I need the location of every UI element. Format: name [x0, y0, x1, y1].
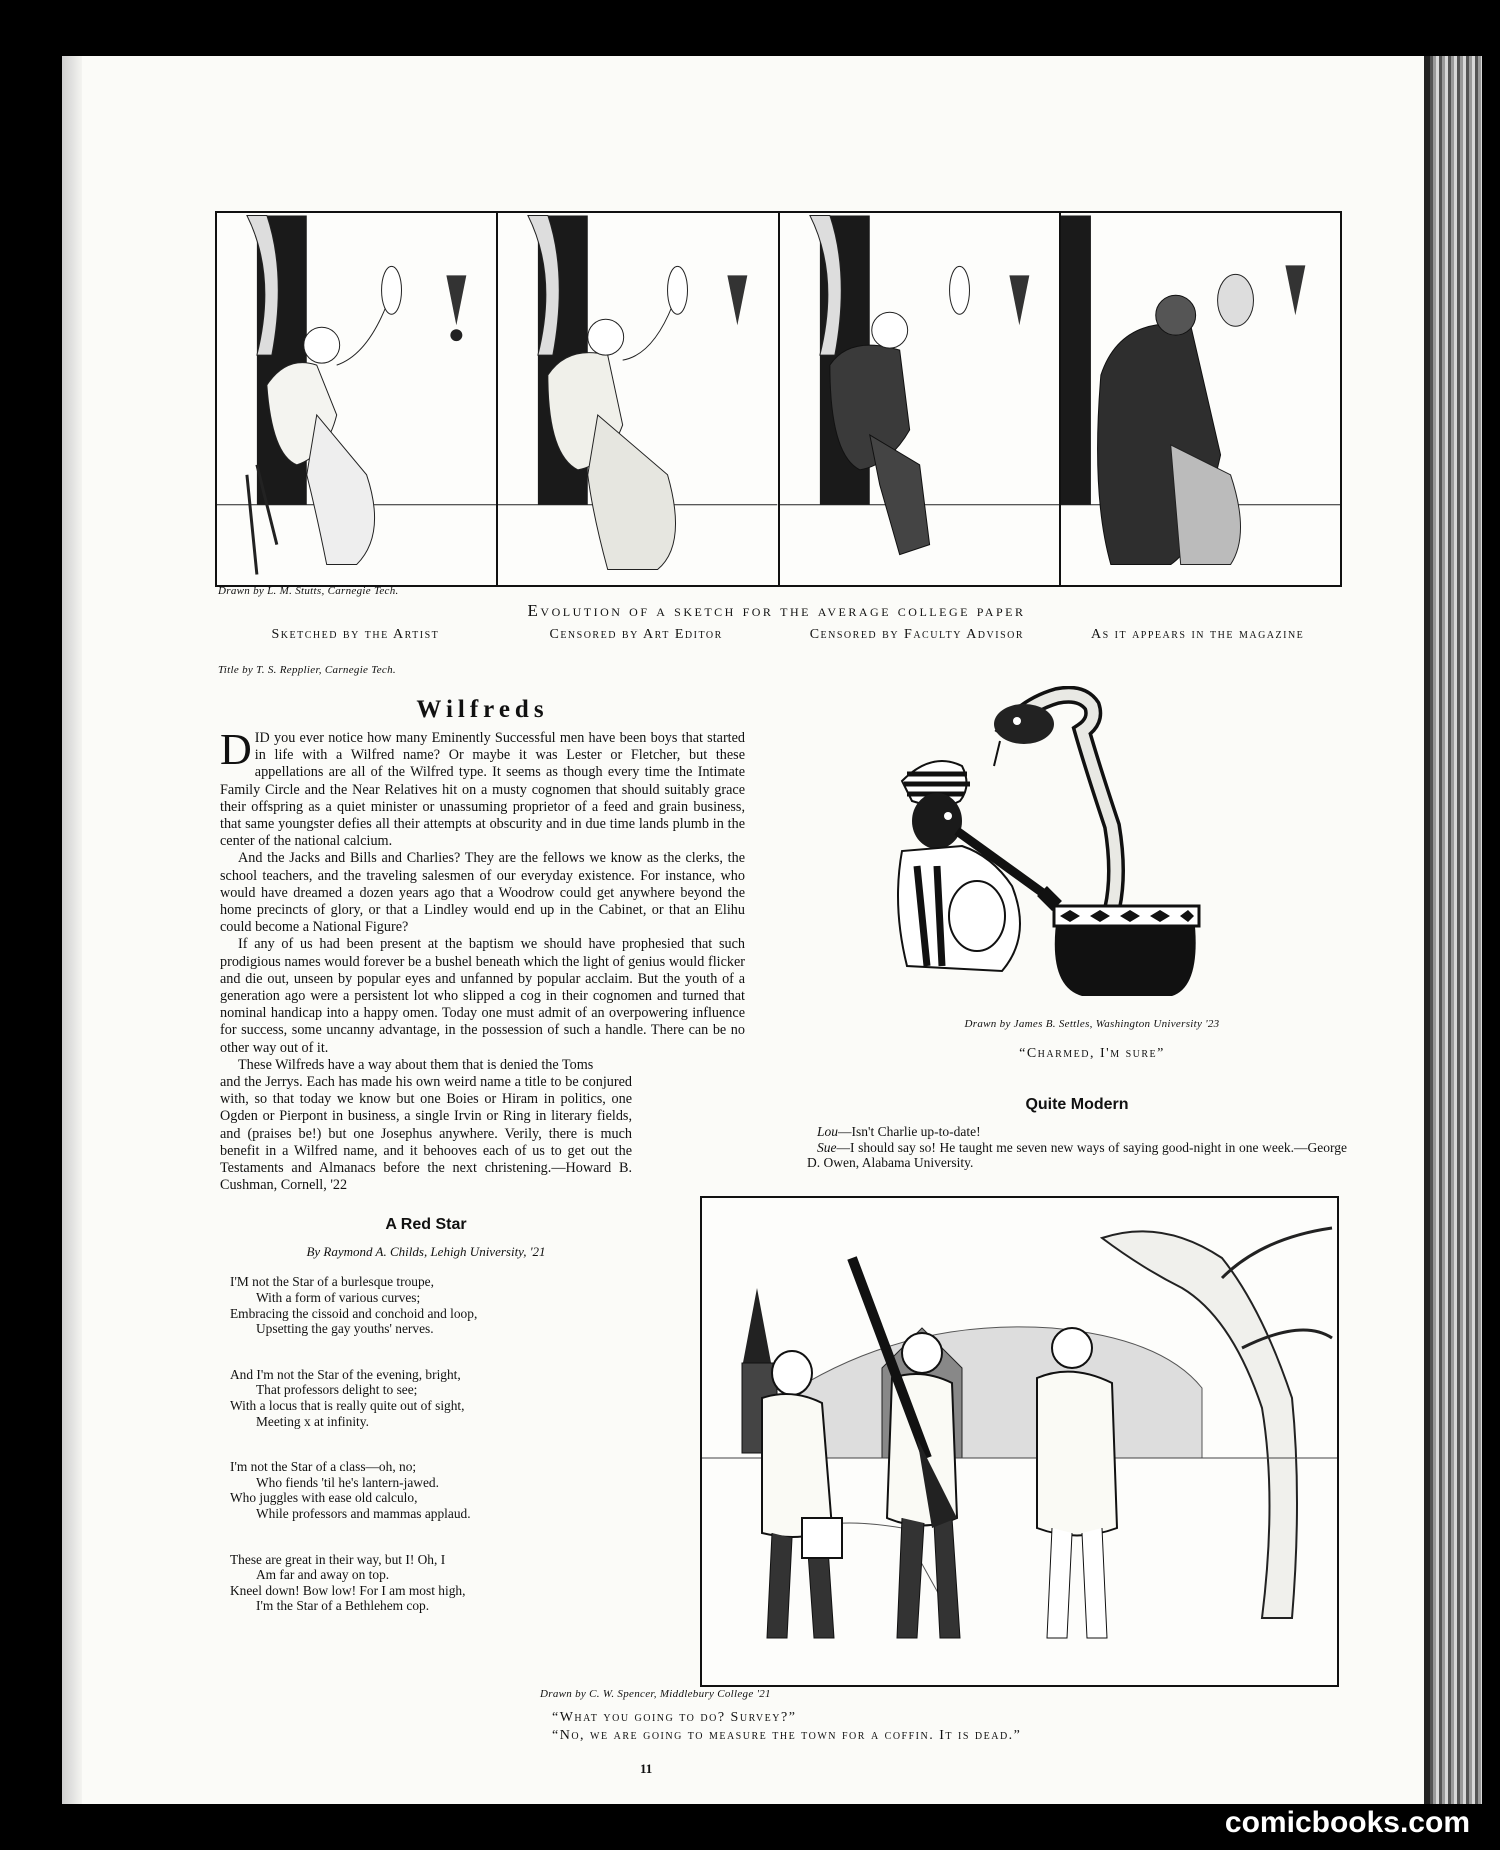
wilfreds-body	[220, 725, 745, 1074]
wilfreds-body-narrow	[220, 1074, 632, 1194]
survey-cartoon-drawing	[702, 1198, 1337, 1685]
snake-caption: “Charmed, I'm sure”	[1019, 1046, 1165, 1061]
strip-panel-captions	[215, 626, 1338, 643]
strip-panel-1	[217, 213, 498, 585]
page-stack-edge	[1430, 56, 1482, 1804]
wilfreds-title: Wilfreds	[416, 696, 549, 723]
poem-body	[220, 1274, 632, 1614]
wilfreds-paragraph-4b: and the Jerrys. Each has made his own weird name a title to be conjured with, so that today we know but one Boies or Hiram in politics, one Ogden or Pierpont in business, a single Irvin or Ring in literary fields, and (praises be!) but one Josephus anywhere. Verily, there is much benefit in a Wilfred name, and it behooves each of us to get out the Testaments and Almanacs before the next christening.—Howard B. Cushman, Cornell, '22	[220, 1074, 632, 1194]
poem-line: Upsetting the gay youths' nerves.	[256, 1321, 434, 1337]
wilfreds-paragraph-1-text: ID you ever notice how many Eminently Successful men have been boys that started in life with a Wilfred name? Or maybe it was Lester or Fletcher, but these appellations are all of the Wilfred type. It seems as though every time the Intimate Family Circle and the Near Relatives hit on a musty cognomen that should suitably grace their offspring as a quiet minister or unassuming proprietor of a feed and grain business, that same youngster defies all their attempts at obscurity and in due time lands plumb in the center of the national calcium.	[220, 730, 745, 850]
poem-line: I'M not the Star of a burlesque troupe,	[230, 1274, 434, 1290]
wilfreds-paragraph-1	[220, 725, 745, 850]
poem-stanza-1	[230, 1274, 632, 1336]
poem-line: With a form of various curves;	[256, 1290, 421, 1306]
panel-3-illustration	[780, 213, 1059, 585]
panel-caption-3: Censored by Faculty Advisor	[809, 627, 1025, 642]
watermark: comicbooks.com	[1224, 1806, 1470, 1839]
survey-cartoon	[700, 1196, 1339, 1687]
strip-panel-3	[780, 213, 1061, 585]
red-star-title: A Red Star	[385, 1216, 467, 1234]
dialog-line-2	[807, 1140, 1347, 1171]
red-star-poem	[220, 1216, 632, 1614]
strip-title: Evolution of a sketch for the average college paper	[527, 601, 1026, 620]
wilfreds-paragraph-4a: These Wilfreds have a way about them that is denied the Toms	[238, 1056, 594, 1073]
strip-panel-2	[498, 213, 779, 585]
page-gutter	[62, 56, 82, 1804]
dialog-text-2: —I should say so! He taught me seven new ways of saying good-night in one week.—George D. Owen, Alabama University.	[807, 1139, 1347, 1170]
panel-1-illustration	[217, 213, 496, 585]
poem-line: I'm the Star of a Bethlehem cop.	[256, 1598, 430, 1614]
poem-line: That professors delight to see;	[256, 1382, 418, 1398]
dialog-text-1: —Isn't Charlie up-to-date!	[838, 1124, 981, 1139]
snake-credit: Drawn by James B. Settles, Washington University '23	[964, 1018, 1220, 1030]
poem-line: Kneel down! Bow low! For I am most high,	[230, 1582, 466, 1598]
drop-cap: D	[220, 725, 252, 774]
poem-line: Embracing the cissoid and conchoid and loop,	[230, 1305, 478, 1321]
poem-stanza-3	[230, 1459, 632, 1521]
cartoon-caption-2: “No, we are going to measure the town for a coffin. It is dead.”	[552, 1728, 1022, 1743]
strip-panel-4	[1061, 213, 1340, 585]
poem-line: Who fiends 'til he's lantern-jawed.	[256, 1474, 439, 1490]
poem-line: Meeting x at infinity.	[256, 1413, 369, 1429]
panel-caption-2: Censored by Art Editor	[549, 627, 723, 642]
quite-modern-title: Quite Modern	[1025, 1096, 1129, 1113]
poem-line: While professors and mammas applaud.	[256, 1506, 471, 1522]
poem-line: And I'm not the Star of the evening, bright,	[230, 1366, 461, 1382]
panel-2-illustration	[498, 213, 777, 585]
strip-title-credit: Title by T. S. Repplier, Carnegie Tech.	[218, 664, 396, 676]
wilfreds-paragraph-3: If any of us had been present at the baptism we should have prophesied that such prodigious names would forever be a bushel beneath which the light of genius would flicker and die out, unseen by popular eyes and unfanned by popular acclaim. But the youth of a generation ago were a persistent lot who slipped a cog in their cognomen and turned that nominal handicap into a happy omen. Today one must admit of an overpowering influence for success, some uncanny advantage, in the possession of such a handle. There can be no other way out of it.	[220, 936, 745, 1056]
wilfreds-paragraph-2: And the Jacks and Bills and Charlies? They are the fellows we know as the clerks, the school teachers, and the traveling salesmen of our everyday existence. For instance, who would have dreamed a dozen years ago that a Woodrow could get anywhere beyond the home precincts of glory, or that a Lindley would end up in the Cabinet, or that an Elihu could become a National Figure?	[220, 850, 745, 936]
quite-modern-joke	[807, 1096, 1347, 1171]
snake-charmer-drawing	[882, 686, 1302, 1011]
page-number: 11	[640, 1761, 653, 1776]
cartoon-credit: Drawn by C. W. Spencer, Middlebury College '21	[540, 1688, 771, 1700]
poem-stanza-2	[230, 1367, 632, 1429]
wilfreds-article	[220, 696, 745, 1633]
red-star-byline: By Raymond A. Childs, Lehigh University, '21	[306, 1244, 546, 1260]
speaker-lou: Lou	[817, 1124, 839, 1139]
poem-line: With a locus that is really quite out of sight,	[230, 1398, 465, 1414]
poem-stanza-4	[230, 1552, 632, 1614]
strip-credit: Drawn by L. M. Stutts, Carnegie Tech.	[218, 585, 399, 597]
panel-caption-4: As it appears in the magazine	[1090, 627, 1305, 642]
panel-4-illustration	[1061, 213, 1340, 585]
quite-modern-body	[807, 1124, 1347, 1171]
poem-line: Am far and away on top.	[256, 1567, 390, 1583]
poem-line: Who juggles with ease old calculo,	[230, 1490, 418, 1506]
snake-charmer-illustration	[882, 686, 1302, 1011]
poem-line: I'm not the Star of a class—oh, no;	[230, 1459, 417, 1475]
dialog-line-1	[807, 1124, 1347, 1140]
panel-caption-1: Sketched by the Artist	[271, 627, 440, 642]
comic-strip	[215, 211, 1342, 587]
speaker-sue: Sue	[817, 1139, 837, 1155]
poem-line: These are great in their way, but I! Oh, I	[230, 1551, 446, 1567]
magazine-page	[62, 56, 1482, 1804]
cartoon-caption-1: “What you going to do? Survey?”	[552, 1710, 797, 1725]
